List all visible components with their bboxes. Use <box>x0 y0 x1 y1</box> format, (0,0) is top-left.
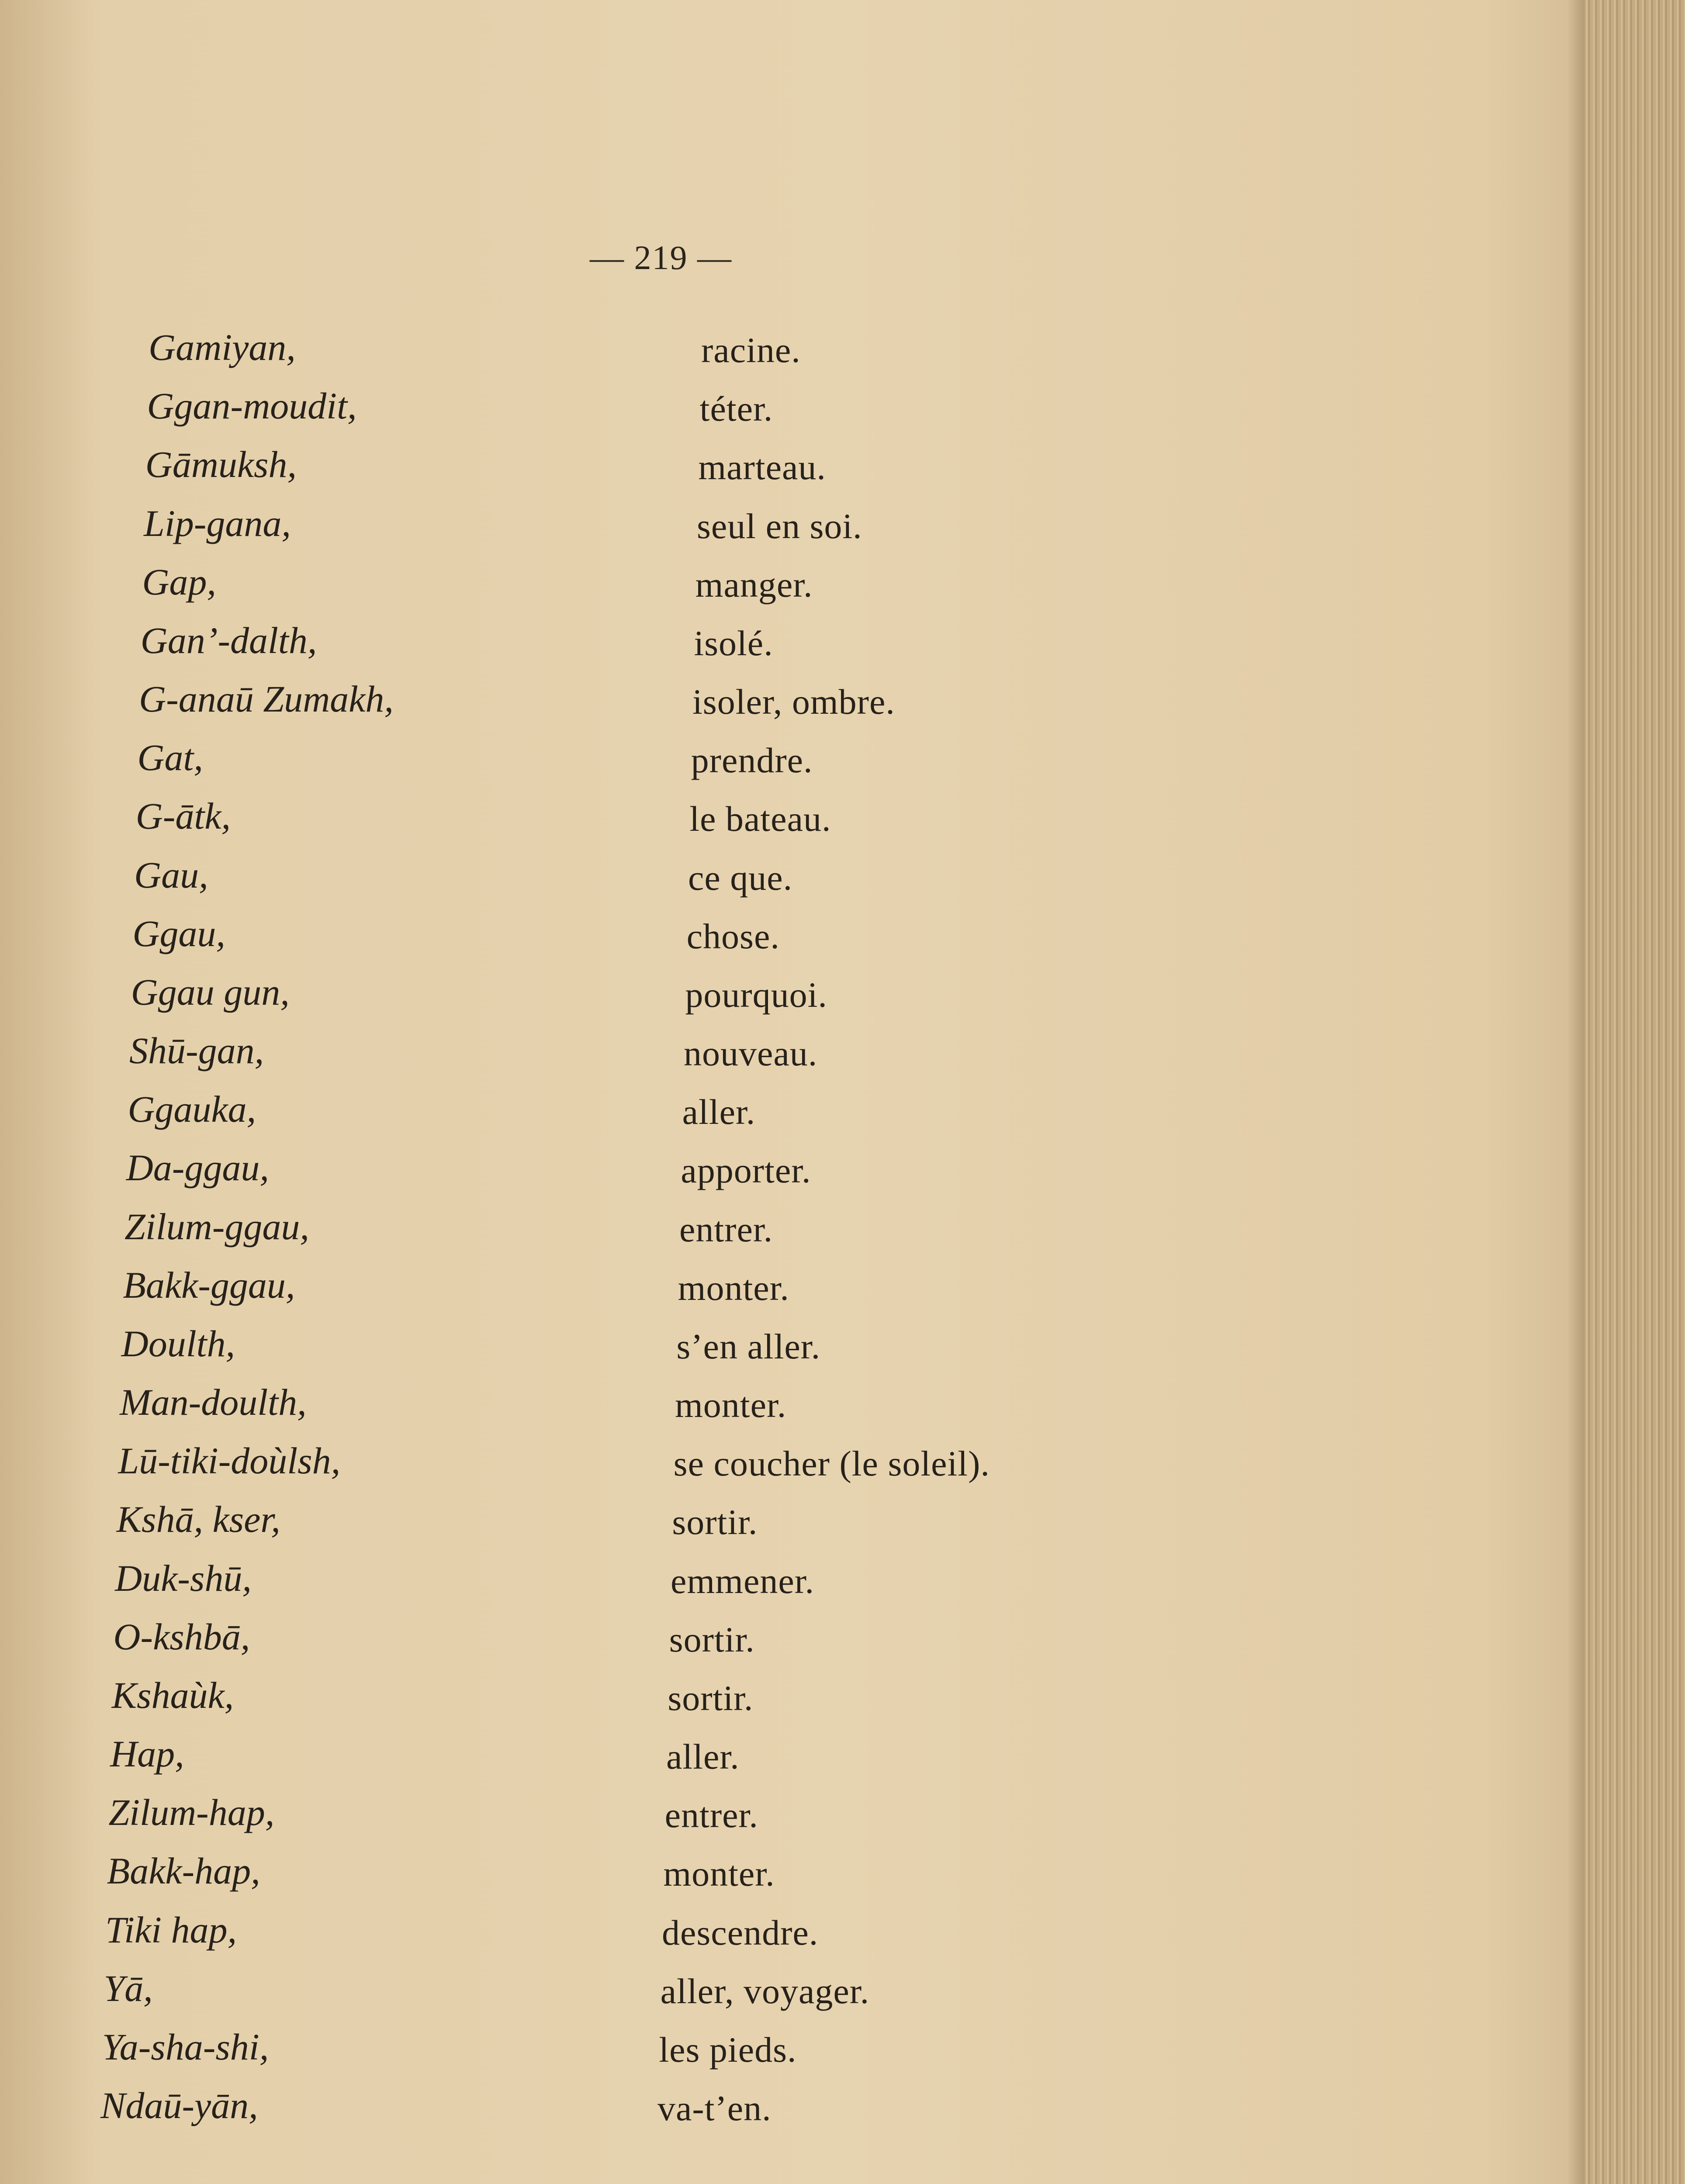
vocab-gloss: le bateau. <box>689 799 831 839</box>
vocab-term: Ggau, <box>132 912 225 954</box>
vocab-entry <box>0 677 1311 729</box>
vocab-entry <box>0 1146 1311 1198</box>
vocab-entry <box>0 1966 1311 2019</box>
vocab-entry <box>0 384 1311 436</box>
vocab-gloss: les pieds. <box>659 2029 797 2070</box>
vocab-gloss: monter. <box>675 1385 787 1425</box>
vocab-gloss: monter. <box>663 1854 775 1894</box>
vocab-gloss: sortir. <box>669 1619 755 1659</box>
vocab-term: Kshaùk, <box>111 1674 234 1716</box>
vocab-entry <box>0 1908 1311 1960</box>
vocab-gloss: entrer. <box>664 1795 758 1835</box>
vocab-entry <box>0 1029 1311 1081</box>
vocab-gloss: aller. <box>682 1092 756 1132</box>
vocab-gloss: sortir. <box>668 1678 754 1718</box>
vocab-gloss: téter. <box>699 389 773 429</box>
vocab-gloss: va-t’en. <box>657 2088 772 2128</box>
vocab-entry <box>0 1497 1311 1550</box>
page-number: — 219 — <box>590 238 732 276</box>
vocab-term: Gau, <box>134 854 208 896</box>
vocab-gloss: emmener. <box>671 1561 815 1601</box>
vocab-entry <box>0 442 1311 495</box>
vocab-gloss: seul en soi. <box>697 506 862 546</box>
vocab-gloss: apporter. <box>681 1151 811 1191</box>
vocab-term: Man-doulth, <box>120 1381 307 1423</box>
vocab-gloss: prendre. <box>691 740 813 781</box>
vocab-term: G-ātk, <box>135 795 231 837</box>
vocab-entry <box>0 970 1311 1023</box>
vocab-entry <box>0 1439 1311 1491</box>
vocab-term: Lū-tiki-doùlsh, <box>118 1440 341 1482</box>
vocab-entry <box>0 1322 1311 1374</box>
vocab-term: Gāmuksh, <box>145 443 297 486</box>
vocab-term: Doulth, <box>121 1322 235 1365</box>
vocab-gloss: entrer. <box>679 1209 773 1249</box>
vocab-entry <box>0 1673 1311 1726</box>
vocab-term: Zilum-ggau, <box>125 1205 309 1248</box>
vocab-gloss: nouveau. <box>684 1033 818 1073</box>
vocab-term: Ggan-moudit, <box>147 385 357 427</box>
vocab-term: Ya-sha-shi, <box>102 2025 269 2068</box>
vocab-gloss: sortir. <box>672 1502 758 1542</box>
vocab-gloss: ce que. <box>688 857 793 898</box>
vocab-entry <box>0 501 1311 554</box>
vocab-term: O-kshbā, <box>113 1615 250 1658</box>
vocab-entry <box>0 325 1311 378</box>
vocab-entry <box>0 1732 1311 1784</box>
vocab-term: Gap, <box>142 560 216 603</box>
vocab-term: Zilum-hap, <box>108 1791 275 1834</box>
vocab-term: Ndaū-yān, <box>100 2084 258 2126</box>
vocab-term: Yā, <box>104 1967 153 2009</box>
vocab-gloss: se coucher (le soleil). <box>673 1444 990 1484</box>
vocab-entry <box>0 1615 1311 1667</box>
vocab-term: Da-ggau, <box>126 1147 269 1189</box>
vocab-term: Gan’-dalth, <box>140 619 317 661</box>
vocab-entry <box>0 560 1311 612</box>
vocab-gloss: chose. <box>686 916 780 956</box>
vocab-entry <box>0 1087 1311 1140</box>
vocab-entry <box>0 1849 1311 1901</box>
vocab-gloss: isolé. <box>694 623 773 663</box>
vocab-entry <box>0 912 1311 964</box>
vocab-term: Shū-gan, <box>129 1030 264 1071</box>
vocab-term: Bakk-ggau, <box>123 1264 295 1306</box>
vocab-entry <box>0 619 1311 671</box>
vocab-gloss: monter. <box>678 1268 789 1308</box>
vocab-gloss: aller. <box>666 1737 740 1776</box>
vocab-term: Kshā, kser, <box>116 1498 280 1541</box>
vocab-term: Gat, <box>137 736 203 779</box>
vocab-term: Tiki hap, <box>105 1908 237 1951</box>
vocab-gloss: pourquoi. <box>685 975 827 1015</box>
vocab-entry <box>0 1263 1311 1316</box>
vocab-entry <box>0 1556 1311 1609</box>
vocab-term: G-anaū Zumakh, <box>139 678 394 720</box>
vocab-entry <box>0 1205 1311 1257</box>
vocab-gloss: s’en aller. <box>676 1326 821 1366</box>
vocab-gloss: racine. <box>701 330 801 370</box>
vocab-term: Lip-gana, <box>144 502 291 544</box>
vocab-entry <box>0 736 1311 788</box>
vocab-entry <box>0 853 1311 905</box>
vocab-gloss: manger. <box>695 564 813 605</box>
vocab-term: Hap, <box>110 1733 184 1775</box>
vocab-entry <box>0 1790 1311 1843</box>
page-edges <box>1585 0 1685 2184</box>
vocab-entry <box>0 2025 1311 2077</box>
vocab-gloss: isoler, ombre. <box>692 682 895 722</box>
vocab-entry <box>0 1380 1311 1433</box>
vocab-term: Bakk-hap, <box>107 1850 260 1892</box>
vocab-gloss: marteau. <box>698 447 826 487</box>
vocab-term: Ggau gun, <box>131 971 290 1013</box>
vocab-gloss: descendre. <box>662 1912 819 1952</box>
vocab-term: Duk-shū, <box>115 1557 252 1599</box>
vocab-entry <box>0 794 1311 847</box>
vocab-gloss: aller, voyager. <box>660 1971 870 2011</box>
page-fold-shadow <box>1567 0 1585 2184</box>
vocab-term: Ggauka, <box>128 1088 256 1130</box>
vocab-entry <box>0 2084 1311 2136</box>
vocab-term: Gamiyan, <box>149 326 296 368</box>
